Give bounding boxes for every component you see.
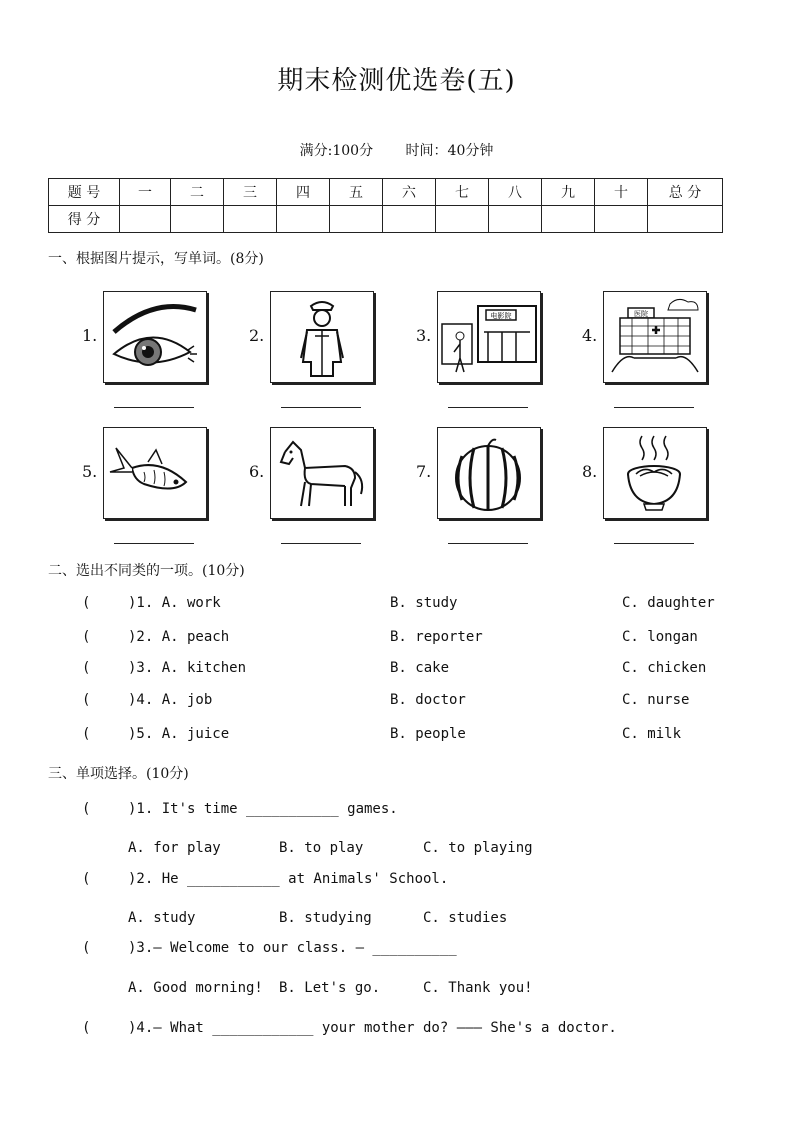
option-a: )1. A. work xyxy=(128,595,221,611)
option-b: B. to play xyxy=(279,840,364,856)
hospital-sign: 医院 xyxy=(634,310,648,318)
option-a: )2. A. peach xyxy=(128,629,230,645)
eye-icon xyxy=(103,291,207,383)
page-title: 期末检测优选卷(五) xyxy=(277,66,516,96)
score-table-score-row xyxy=(49,206,723,233)
section1-heading: 一、根据图片提示，写单词。(8分) xyxy=(48,251,264,267)
answer-paren[interactable]: ( xyxy=(82,726,91,742)
cinema-icon xyxy=(437,291,541,383)
score-table-header-cell: 三 xyxy=(224,179,277,206)
answer-blank[interactable] xyxy=(114,407,194,408)
score-cell[interactable] xyxy=(648,206,723,233)
picture-number: 1. xyxy=(82,326,98,345)
answer-blank[interactable] xyxy=(448,543,528,544)
option-b: B. studying xyxy=(279,910,372,926)
picture-number: 8. xyxy=(582,462,598,481)
question-stem: )2. He ___________ at Animals' School. xyxy=(128,871,449,887)
option-c: C. nurse xyxy=(622,692,690,708)
hospital-icon xyxy=(603,291,707,383)
picture-number: 2. xyxy=(249,326,265,345)
answer-blank[interactable] xyxy=(281,543,361,544)
section3-heading: 三、单项选择。(10分) xyxy=(48,766,189,782)
answer-paren[interactable]: ( xyxy=(82,1020,91,1036)
option-a: )4. A. job xyxy=(128,692,213,708)
picture-number: 5. xyxy=(82,462,98,481)
score-table-header-cell: 总 分 xyxy=(648,179,723,206)
noodles-icon xyxy=(603,427,707,519)
picture-number: 3. xyxy=(416,326,432,345)
score-table-header-cell: 五 xyxy=(330,179,383,206)
score-cell[interactable] xyxy=(224,206,277,233)
score-table-header-cell: 六 xyxy=(383,179,436,206)
section2-heading: 二、选出不同类的一项。(10分) xyxy=(48,563,245,579)
exam-meta xyxy=(0,140,793,160)
option-a: A. study xyxy=(128,910,196,926)
score-table-header-row xyxy=(49,179,723,206)
answer-blank[interactable] xyxy=(448,407,528,408)
option-c: C. longan xyxy=(622,629,698,645)
score-table xyxy=(48,178,723,233)
police-officer-icon xyxy=(270,291,374,383)
option-c: C. milk xyxy=(622,726,682,742)
score-table-header-cell: 八 xyxy=(489,179,542,206)
picture-number: 6. xyxy=(249,462,265,481)
answer-blank[interactable] xyxy=(614,543,694,544)
answer-paren[interactable]: ( xyxy=(82,801,91,817)
score-cell[interactable] xyxy=(436,206,489,233)
time-label: 时间：40分钟 xyxy=(405,143,494,159)
score-cell[interactable] xyxy=(120,206,171,233)
score-cell[interactable] xyxy=(383,206,436,233)
score-cell[interactable] xyxy=(171,206,224,233)
answer-paren[interactable]: ( xyxy=(82,871,91,887)
option-a: A. for play xyxy=(128,840,221,856)
question-stem: )1. It's time ___________ games. xyxy=(128,801,398,817)
score-cell[interactable] xyxy=(277,206,330,233)
score-cell[interactable] xyxy=(595,206,648,233)
option-a: A. Good morning! xyxy=(128,980,263,996)
horse-icon xyxy=(270,427,374,519)
fish-icon xyxy=(103,427,207,519)
score-table-header-cell: 十 xyxy=(595,179,648,206)
option-b: B. study xyxy=(390,595,458,611)
score-cell[interactable] xyxy=(330,206,383,233)
score-cell[interactable] xyxy=(489,206,542,233)
option-c: C. chicken xyxy=(622,660,707,676)
answer-blank[interactable] xyxy=(114,543,194,544)
answer-paren[interactable]: ( xyxy=(82,940,91,956)
picture-number: 4. xyxy=(582,326,598,345)
score-row-label: 得 分 xyxy=(49,206,120,233)
answer-paren[interactable]: ( xyxy=(82,629,91,645)
answer-paren[interactable]: ( xyxy=(82,692,91,708)
answer-paren[interactable]: ( xyxy=(82,595,91,611)
score-cell[interactable] xyxy=(542,206,595,233)
score-table-header-cell: 题 号 xyxy=(49,179,120,206)
option-b: B. people xyxy=(390,726,466,742)
picture-number: 7. xyxy=(416,462,432,481)
question-stem: )3.— Welcome to our class. — __________ xyxy=(128,940,457,956)
question-stem: )4.— What ____________ your mother do? ——— She's a doctor. xyxy=(128,1020,617,1036)
option-a: )5. A. juice xyxy=(128,726,230,742)
score-table-header-cell: 二 xyxy=(171,179,224,206)
full-score-label: 满分:100分 xyxy=(299,143,374,159)
answer-blank[interactable] xyxy=(614,407,694,408)
score-table-header-cell: 一 xyxy=(120,179,171,206)
option-b: B. Let's go. xyxy=(279,980,381,996)
score-table-header-cell: 九 xyxy=(542,179,595,206)
option-c: C. Thank you! xyxy=(423,980,533,996)
watermelon-icon xyxy=(437,427,541,519)
cinema-sign: 电影院 xyxy=(490,312,512,320)
option-b: B. doctor xyxy=(390,692,466,708)
option-a: )3. A. kitchen xyxy=(128,660,247,676)
option-b: B. cake xyxy=(390,660,450,676)
score-table-header-cell: 七 xyxy=(436,179,489,206)
answer-blank[interactable] xyxy=(281,407,361,408)
score-table-header-cell: 四 xyxy=(277,179,330,206)
option-c: C. studies xyxy=(423,910,508,926)
option-c: C. daughter xyxy=(622,595,715,611)
answer-paren[interactable]: ( xyxy=(82,660,91,676)
option-c: C. to playing xyxy=(423,840,533,856)
option-b: B. reporter xyxy=(390,629,483,645)
